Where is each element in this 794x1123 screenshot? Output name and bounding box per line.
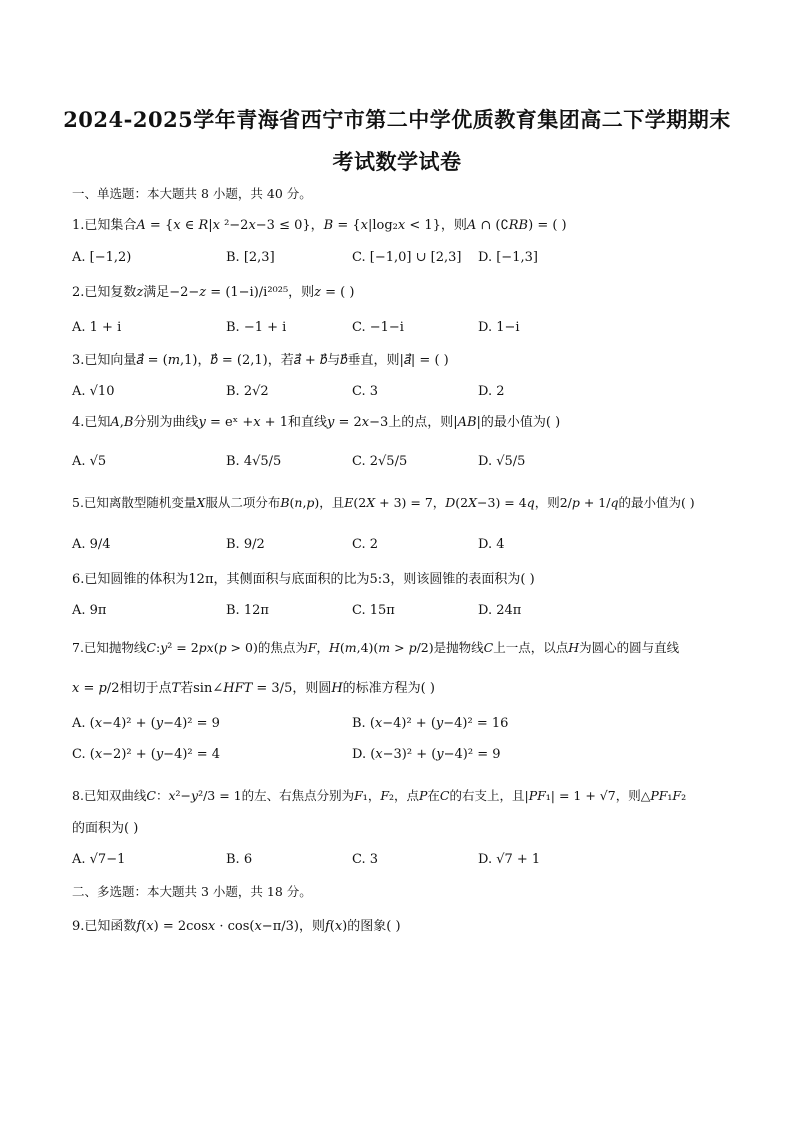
question-2-option-d: D. 1−i	[478, 320, 520, 335]
question-6-option-b: B. 12π	[226, 603, 269, 618]
question-6-option-d: D. 24π	[478, 603, 522, 618]
question-7-stem: 7.已知抛物线𝐶:𝑦² = 2𝑝𝑥(𝑝 > 0)的焦点为𝐹，𝐻(𝑚,4)(𝑚 > 𝑝/2)是抛物线𝐶上一点，以点𝐻为圆心的圆与直线	[72, 640, 680, 655]
question-1-option-a: A. [−1,2)	[72, 250, 132, 265]
question-8-stem: 8.已知双曲线𝐶：𝑥²−𝑦²/3 = 1的左、右焦点分别为𝐹₁，𝐹₂，点𝑃在𝐶的右支上，且|𝑃𝐹₁| = 1 + √7，则△𝑃𝐹₁𝐹₂	[72, 788, 687, 803]
question-9-stem: 9.已知函数𝑓(𝑥) = 2cos𝑥 · cos(𝑥−π/3)，则𝑓(𝑥)的图象( )	[72, 919, 401, 934]
question-4-option-d: D. √5/5	[478, 454, 526, 469]
question-3-option-a: A. √10	[72, 384, 115, 399]
section-heading-single-choice: 一、单选题：本大题共 8 小题，共 40 分。	[72, 186, 312, 201]
question-8-option-a: A. √7−1	[72, 852, 126, 867]
question-3-option-b: B. 2√2	[226, 384, 269, 399]
question-6-option-a: A. 9π	[72, 603, 107, 618]
question-8-option-d: D. √7 + 1	[478, 852, 541, 867]
page-title-line2: 考试数学试卷	[332, 149, 462, 174]
question-1-option-c: C. [−1,0] ∪ [2,3]	[352, 250, 462, 265]
question-7-option-d: D. (𝑥−3)² + (𝑦−4)² = 9	[352, 747, 501, 762]
question-7-option-c: C. (𝑥−2)² + (𝑦−4)² = 4	[72, 747, 221, 762]
question-8-option-b: B. 6	[226, 852, 253, 867]
question-1-stem: 1.已知集合𝐴 = {𝑥 ∈ 𝑅|𝑥 ²−2𝑥−3 ≤ 0}，𝐵 = {𝑥|log₂𝑥 < 1}，则𝐴 ∩ (∁𝑅𝐵) = ( )	[72, 218, 567, 233]
question-4-option-a: A. √5	[72, 454, 107, 469]
page-title-line1: 2024-2025学年青海省西宁市第二中学优质教育集团高二下学期期末	[63, 107, 731, 132]
question-7-option-a: A. (𝑥−4)² + (𝑦−4)² = 9	[72, 716, 220, 731]
question-5-stem: 5.已知离散型随机变量𝑋服从二项分布𝐵(𝑛,𝑝)，且𝐸(2𝑋 + 3) = 7，𝐷(2𝑋−3) = 4𝑞，则2/𝑝 + 1/𝑞的最小值为( )	[72, 495, 695, 510]
question-7-option-b: B. (𝑥−4)² + (𝑦−4)² = 16	[352, 716, 509, 731]
question-1-option-b: B. [2,3]	[226, 250, 275, 265]
question-5-option-a: A. 9/4	[72, 537, 111, 552]
question-3-option-c: C. 3	[352, 384, 379, 399]
section-heading-multiple-choice: 二、多选题：本大题共 3 小题，共 18 分。	[72, 884, 312, 899]
question-2-option-b: B. −1 + i	[226, 320, 287, 335]
question-7-stem-cont: 𝑥 = 𝑝/2相切于点𝑇若sin∠𝐻𝐹𝑇 = 3/5，则圆𝐻的标准方程为( )	[72, 681, 435, 696]
question-6-option-c: C. 15π	[352, 603, 395, 618]
question-5-option-d: D. 4	[478, 537, 505, 552]
question-2-option-c: C. −1−i	[352, 320, 404, 335]
question-2-stem: 2.已知复数𝑧满足−2−𝑧 = (1−i)/i²⁰²⁵，则𝑧 = ( )	[72, 285, 355, 300]
question-4-option-b: B. 4√5/5	[226, 454, 282, 469]
question-2-option-a: A. 1 + i	[72, 320, 122, 335]
question-1-option-d: D. [−1,3]	[478, 250, 538, 265]
question-3-option-d: D. 2	[478, 384, 505, 399]
question-4-stem: 4.已知𝐴,𝐵分别为曲线𝑦 = eˣ +𝑥 + 1和直线𝑦 = 2𝑥−3上的点，则|𝐴𝐵|的最小值为( )	[72, 415, 561, 430]
question-3-stem: 3.已知向量𝑎⃗ = (𝑚,1)，𝑏⃗ = (2,1)，若𝑎⃗ + 𝑏⃗与𝑏⃗垂直，则|𝑎⃗| = ( )	[72, 353, 449, 368]
question-5-option-c: C. 2	[352, 537, 379, 552]
question-4-option-c: C. 2√5/5	[352, 454, 408, 469]
question-5-option-b: B. 9/2	[226, 537, 265, 552]
question-8-stem-cont: 的面积为( )	[72, 821, 139, 836]
question-6-stem: 6.已知圆锥的体积为12π，其侧面积与底面积的比为5:3，则该圆锥的表面积为( )	[72, 572, 535, 587]
question-8-option-c: C. 3	[352, 852, 379, 867]
